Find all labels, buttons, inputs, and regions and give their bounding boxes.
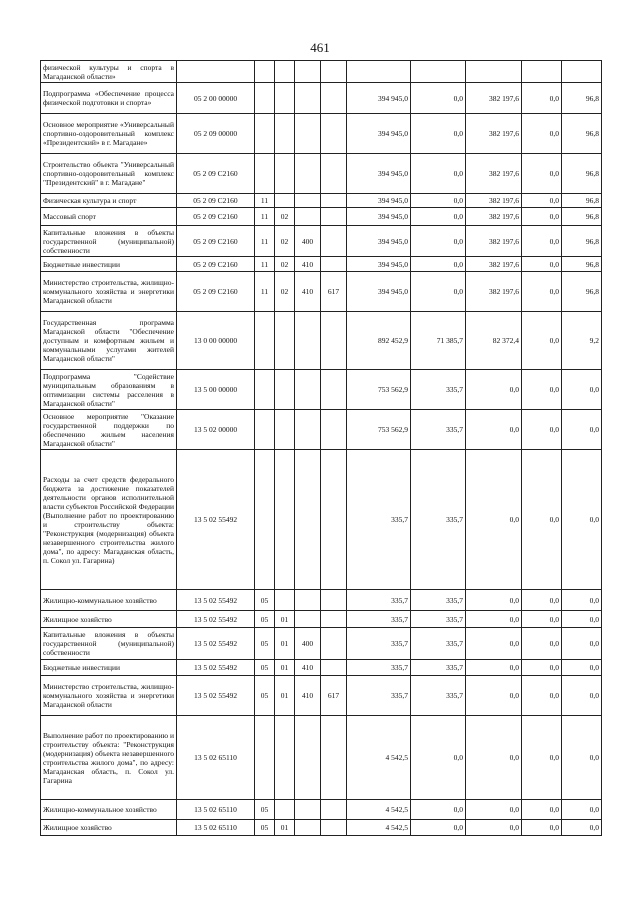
row-name: Массовый спорт <box>41 208 177 226</box>
amount-federal: 0,0 <box>411 226 466 257</box>
amount-planned: 394 945,0 <box>347 257 411 272</box>
amount-executed-federal: 0,0 <box>522 257 562 272</box>
amount-federal: 0,0 <box>411 820 466 836</box>
target-article-code: 05 2 09 С2160 <box>177 226 255 257</box>
administrator-code <box>321 257 347 272</box>
amount-federal <box>411 61 466 83</box>
row-name: Капитальные вложения в объекты государственной (муниципальной) собственности <box>41 628 177 660</box>
expense-type-code <box>295 410 321 450</box>
amount-executed-federal: 0,0 <box>522 450 562 590</box>
execution-percent: 0,0 <box>562 660 602 676</box>
amount-executed: 0,0 <box>466 450 522 590</box>
target-article-code: 13 5 02 55492 <box>177 611 255 628</box>
amount-planned: 753 562,9 <box>347 410 411 450</box>
row-name: Основное мероприятие "Оказание государственной поддержки по обеспечению жильем населения Магаданской области" <box>41 410 177 450</box>
table-body <box>41 61 602 836</box>
expense-type-code: 410 <box>295 660 321 676</box>
section-code: 05 <box>255 676 275 716</box>
expense-type-code <box>295 716 321 800</box>
target-article-code: 13 5 02 55492 <box>177 660 255 676</box>
amount-planned: 335,7 <box>347 611 411 628</box>
amount-federal: 335,7 <box>411 370 466 410</box>
amount-federal: 0,0 <box>411 194 466 208</box>
administrator-code <box>321 114 347 154</box>
amount-executed-federal: 0,0 <box>522 611 562 628</box>
section-code <box>255 312 275 370</box>
amount-planned: 394 945,0 <box>347 194 411 208</box>
table-row <box>41 370 602 410</box>
row-name: Жилищно-коммунальное хозяйство <box>41 800 177 820</box>
execution-percent: 96,8 <box>562 154 602 194</box>
section-code <box>255 114 275 154</box>
section-code <box>255 450 275 590</box>
section-code: 11 <box>255 272 275 312</box>
budget-table <box>40 60 602 836</box>
table-row <box>41 676 602 716</box>
execution-percent: 9,2 <box>562 312 602 370</box>
subsection-code <box>275 800 295 820</box>
amount-executed: 0,0 <box>466 676 522 716</box>
amount-executed: 82 372,4 <box>466 312 522 370</box>
page-number: 461 <box>310 40 330 55</box>
subsection-code: 02 <box>275 257 295 272</box>
expense-type-code: 400 <box>295 226 321 257</box>
amount-executed: 382 197,6 <box>466 208 522 226</box>
amount-executed-federal: 0,0 <box>522 800 562 820</box>
administrator-code <box>321 660 347 676</box>
section-code: 11 <box>255 208 275 226</box>
amount-executed-federal: 0,0 <box>522 676 562 716</box>
amount-planned: 4 542,5 <box>347 820 411 836</box>
target-article-code: 13 5 02 55492 <box>177 590 255 611</box>
subsection-code <box>275 716 295 800</box>
administrator-code <box>321 450 347 590</box>
target-article-code: 05 2 09 С2160 <box>177 154 255 194</box>
section-code: 05 <box>255 820 275 836</box>
table-row <box>41 820 602 836</box>
table-row <box>41 83 602 114</box>
subsection-code <box>275 590 295 611</box>
subsection-code <box>275 61 295 83</box>
table-row <box>41 154 602 194</box>
execution-percent: 96,8 <box>562 226 602 257</box>
execution-percent: 0,0 <box>562 450 602 590</box>
amount-federal: 0,0 <box>411 83 466 114</box>
amount-federal: 335,7 <box>411 450 466 590</box>
expense-type-code: 410 <box>295 257 321 272</box>
execution-percent: 0,0 <box>562 628 602 660</box>
row-name: Министерство строительства, жилищно-коммунального хозяйства и энергетики Магаданской области <box>41 676 177 716</box>
target-article-code: 05 2 00 00000 <box>177 83 255 114</box>
expense-type-code <box>295 154 321 194</box>
section-code <box>255 716 275 800</box>
table-row <box>41 660 602 676</box>
execution-percent: 0,0 <box>562 676 602 716</box>
section-code <box>255 370 275 410</box>
subsection-code <box>275 410 295 450</box>
amount-planned: 394 945,0 <box>347 83 411 114</box>
amount-executed <box>466 61 522 83</box>
expense-type-code: 400 <box>295 628 321 660</box>
subsection-code: 01 <box>275 820 295 836</box>
table-row <box>41 800 602 820</box>
target-article-code <box>177 61 255 83</box>
execution-percent: 0,0 <box>562 820 602 836</box>
table-row <box>41 590 602 611</box>
amount-executed-federal: 0,0 <box>522 83 562 114</box>
table-row <box>41 226 602 257</box>
amount-executed-federal: 0,0 <box>522 660 562 676</box>
table-row <box>41 628 602 660</box>
execution-percent: 0,0 <box>562 590 602 611</box>
amount-executed-federal: 0,0 <box>522 154 562 194</box>
administrator-code <box>321 61 347 83</box>
table-row <box>41 208 602 226</box>
subsection-code: 01 <box>275 660 295 676</box>
amount-planned: 394 945,0 <box>347 208 411 226</box>
administrator-code <box>321 628 347 660</box>
amount-federal: 0,0 <box>411 257 466 272</box>
amount-federal: 335,7 <box>411 676 466 716</box>
target-article-code: 05 2 09 С2160 <box>177 272 255 312</box>
amount-federal: 0,0 <box>411 154 466 194</box>
amount-planned: 335,7 <box>347 450 411 590</box>
expense-type-code <box>295 208 321 226</box>
section-code: 05 <box>255 590 275 611</box>
row-name: Бюджетные инвестиции <box>41 660 177 676</box>
subsection-code <box>275 312 295 370</box>
administrator-code <box>321 312 347 370</box>
row-name: Расходы за счет средств федерального бюджета за достижение показателей деятельности органов исполнительной власти субъектов Российской Федерации (Выполнение работ по проектированию и строительству объекта: "Реконструкция (модернизация) объекта незавершенного строительства жилого дома", по адресу: Магаданская область, п. Сокол ул. Гагарина) <box>41 450 177 590</box>
target-article-code: 13 5 00 00000 <box>177 370 255 410</box>
administrator-code: 617 <box>321 272 347 312</box>
execution-percent: 0,0 <box>562 410 602 450</box>
target-article-code: 13 5 02 65110 <box>177 716 255 800</box>
amount-executed: 0,0 <box>466 628 522 660</box>
target-article-code: 13 5 02 55492 <box>177 450 255 590</box>
table-row <box>41 114 602 154</box>
amount-federal: 0,0 <box>411 114 466 154</box>
amount-planned: 394 945,0 <box>347 114 411 154</box>
row-name: Физическая культура и спорт <box>41 194 177 208</box>
amount-executed: 0,0 <box>466 590 522 611</box>
execution-percent: 96,8 <box>562 272 602 312</box>
subsection-code: 02 <box>275 226 295 257</box>
amount-executed: 382 197,6 <box>466 272 522 312</box>
amount-executed-federal: 0,0 <box>522 312 562 370</box>
section-code <box>255 61 275 83</box>
amount-executed: 0,0 <box>466 820 522 836</box>
administrator-code <box>321 820 347 836</box>
target-article-code: 13 5 02 00000 <box>177 410 255 450</box>
row-name: Жилищное хозяйство <box>41 611 177 628</box>
amount-executed-federal: 0,0 <box>522 410 562 450</box>
target-article-code: 13 0 00 00000 <box>177 312 255 370</box>
amount-planned: 335,7 <box>347 660 411 676</box>
section-code <box>255 410 275 450</box>
administrator-code <box>321 154 347 194</box>
row-name: Основное мероприятие «Универсальный спортивно-оздоровительный комплекс «Президентский» в г. Магадане» <box>41 114 177 154</box>
table-row <box>41 257 602 272</box>
expense-type-code <box>295 450 321 590</box>
execution-percent: 0,0 <box>562 370 602 410</box>
row-name: Жилищно-коммунальное хозяйство <box>41 590 177 611</box>
expense-type-code <box>295 194 321 208</box>
row-name: Капитальные вложения в объекты государственной (муниципальной) собственности <box>41 226 177 257</box>
amount-planned <box>347 61 411 83</box>
amount-executed-federal: 0,0 <box>522 590 562 611</box>
administrator-code <box>321 716 347 800</box>
amount-planned: 335,7 <box>347 590 411 611</box>
amount-planned: 394 945,0 <box>347 272 411 312</box>
row-name: Государственная программа Магаданской области "Обеспечение доступным и комфортным жильем и коммунальными услугами жителей Магаданской области" <box>41 312 177 370</box>
amount-planned: 4 542,5 <box>347 800 411 820</box>
execution-percent: 96,8 <box>562 257 602 272</box>
subsection-code <box>275 370 295 410</box>
table-row <box>41 450 602 590</box>
execution-percent: 0,0 <box>562 800 602 820</box>
amount-federal: 0,0 <box>411 716 466 800</box>
subsection-code: 01 <box>275 611 295 628</box>
amount-federal: 0,0 <box>411 208 466 226</box>
amount-federal: 0,0 <box>411 800 466 820</box>
amount-executed: 0,0 <box>466 410 522 450</box>
administrator-code <box>321 611 347 628</box>
expense-type-code <box>295 312 321 370</box>
amount-planned: 4 542,5 <box>347 716 411 800</box>
row-name: физической культуры и спорта в Магаданской области» <box>41 61 177 83</box>
expense-type-code <box>295 114 321 154</box>
section-code: 11 <box>255 226 275 257</box>
table-row <box>41 716 602 800</box>
target-article-code: 05 2 09 С2160 <box>177 194 255 208</box>
table-row <box>41 61 602 83</box>
table-row <box>41 410 602 450</box>
target-article-code: 05 2 09 С2160 <box>177 257 255 272</box>
amount-planned: 394 945,0 <box>347 154 411 194</box>
row-name: Подпрограмма "Содействие муниципальным образованиям в оптимизации системы расселения в Магаданской области" <box>41 370 177 410</box>
expense-type-code <box>295 370 321 410</box>
amount-executed-federal <box>522 61 562 83</box>
expense-type-code <box>295 820 321 836</box>
amount-federal: 71 385,7 <box>411 312 466 370</box>
amount-planned: 335,7 <box>347 628 411 660</box>
amount-executed-federal: 0,0 <box>522 272 562 312</box>
section-code: 11 <box>255 257 275 272</box>
amount-federal: 0,0 <box>411 272 466 312</box>
section-code: 05 <box>255 628 275 660</box>
amount-executed: 382 197,6 <box>466 257 522 272</box>
amount-executed: 382 197,6 <box>466 114 522 154</box>
amount-executed: 0,0 <box>466 611 522 628</box>
subsection-code: 02 <box>275 272 295 312</box>
execution-percent: 96,8 <box>562 208 602 226</box>
execution-percent: 0,0 <box>562 611 602 628</box>
administrator-code <box>321 410 347 450</box>
table-row <box>41 272 602 312</box>
administrator-code <box>321 800 347 820</box>
execution-percent <box>562 61 602 83</box>
amount-executed-federal: 0,0 <box>522 208 562 226</box>
amount-executed: 0,0 <box>466 660 522 676</box>
amount-executed-federal: 0,0 <box>522 114 562 154</box>
section-code <box>255 154 275 194</box>
amount-planned: 892 452,9 <box>347 312 411 370</box>
target-article-code: 13 5 02 55492 <box>177 676 255 716</box>
administrator-code <box>321 194 347 208</box>
target-article-code: 13 5 02 65110 <box>177 820 255 836</box>
expense-type-code <box>295 83 321 114</box>
administrator-code <box>321 208 347 226</box>
target-article-code: 05 2 09 С2160 <box>177 208 255 226</box>
amount-executed: 382 197,6 <box>466 154 522 194</box>
amount-planned: 753 562,9 <box>347 370 411 410</box>
table-row <box>41 312 602 370</box>
administrator-code <box>321 370 347 410</box>
target-article-code: 05 2 09 00000 <box>177 114 255 154</box>
amount-executed-federal: 0,0 <box>522 716 562 800</box>
expense-type-code <box>295 590 321 611</box>
row-name: Бюджетные инвестиции <box>41 257 177 272</box>
subsection-code <box>275 114 295 154</box>
target-article-code: 13 5 02 65110 <box>177 800 255 820</box>
amount-executed: 382 197,6 <box>466 83 522 114</box>
amount-executed: 382 197,6 <box>466 194 522 208</box>
expense-type-code <box>295 800 321 820</box>
subsection-code: 02 <box>275 208 295 226</box>
amount-executed: 0,0 <box>466 800 522 820</box>
amount-federal: 335,7 <box>411 590 466 611</box>
expense-type-code: 410 <box>295 272 321 312</box>
subsection-code: 01 <box>275 676 295 716</box>
execution-percent: 96,8 <box>562 114 602 154</box>
amount-executed: 0,0 <box>466 370 522 410</box>
amount-executed-federal: 0,0 <box>522 628 562 660</box>
section-code: 05 <box>255 611 275 628</box>
amount-executed-federal: 0,0 <box>522 194 562 208</box>
row-name: Министерство строительства, жилищно-коммунального хозяйства и энергетики Магаданской области <box>41 272 177 312</box>
subsection-code: 01 <box>275 628 295 660</box>
subsection-code <box>275 154 295 194</box>
row-name: Жилищное хозяйство <box>41 820 177 836</box>
section-code: 11 <box>255 194 275 208</box>
row-name: Подпрограмма «Обеспечение процесса физической подготовки и спорта» <box>41 83 177 114</box>
execution-percent: 0,0 <box>562 716 602 800</box>
execution-percent: 96,8 <box>562 83 602 114</box>
section-code: 05 <box>255 660 275 676</box>
amount-federal: 335,7 <box>411 611 466 628</box>
row-name: Выполнение работ по проектированию и строительству объекта: "Реконструкция (модернизация) объекта незавершенного строительства жилого дома", по адресу: Магаданская область, п. Сокол ул. Гагарина <box>41 716 177 800</box>
amount-federal: 335,7 <box>411 628 466 660</box>
subsection-code <box>275 83 295 114</box>
amount-executed-federal: 0,0 <box>522 820 562 836</box>
expense-type-code: 410 <box>295 676 321 716</box>
expense-type-code <box>295 611 321 628</box>
administrator-code <box>321 83 347 114</box>
expense-type-code <box>295 61 321 83</box>
subsection-code <box>275 450 295 590</box>
row-name: Строительство объекта "Универсальный спортивно-оздоровительный комплекс "Президентский" в г. Магадане" <box>41 154 177 194</box>
amount-federal: 335,7 <box>411 410 466 450</box>
amount-planned: 335,7 <box>347 676 411 716</box>
table-row <box>41 194 602 208</box>
execution-percent: 96,8 <box>562 194 602 208</box>
administrator-code <box>321 226 347 257</box>
administrator-code: 617 <box>321 676 347 716</box>
section-code: 05 <box>255 800 275 820</box>
target-article-code: 13 5 02 55492 <box>177 628 255 660</box>
amount-executed: 382 197,6 <box>466 226 522 257</box>
subsection-code <box>275 194 295 208</box>
amount-executed: 0,0 <box>466 716 522 800</box>
amount-executed-federal: 0,0 <box>522 370 562 410</box>
administrator-code <box>321 590 347 611</box>
table-row <box>41 611 602 628</box>
amount-planned: 394 945,0 <box>347 226 411 257</box>
amount-federal: 335,7 <box>411 660 466 676</box>
amount-executed-federal: 0,0 <box>522 226 562 257</box>
section-code <box>255 83 275 114</box>
